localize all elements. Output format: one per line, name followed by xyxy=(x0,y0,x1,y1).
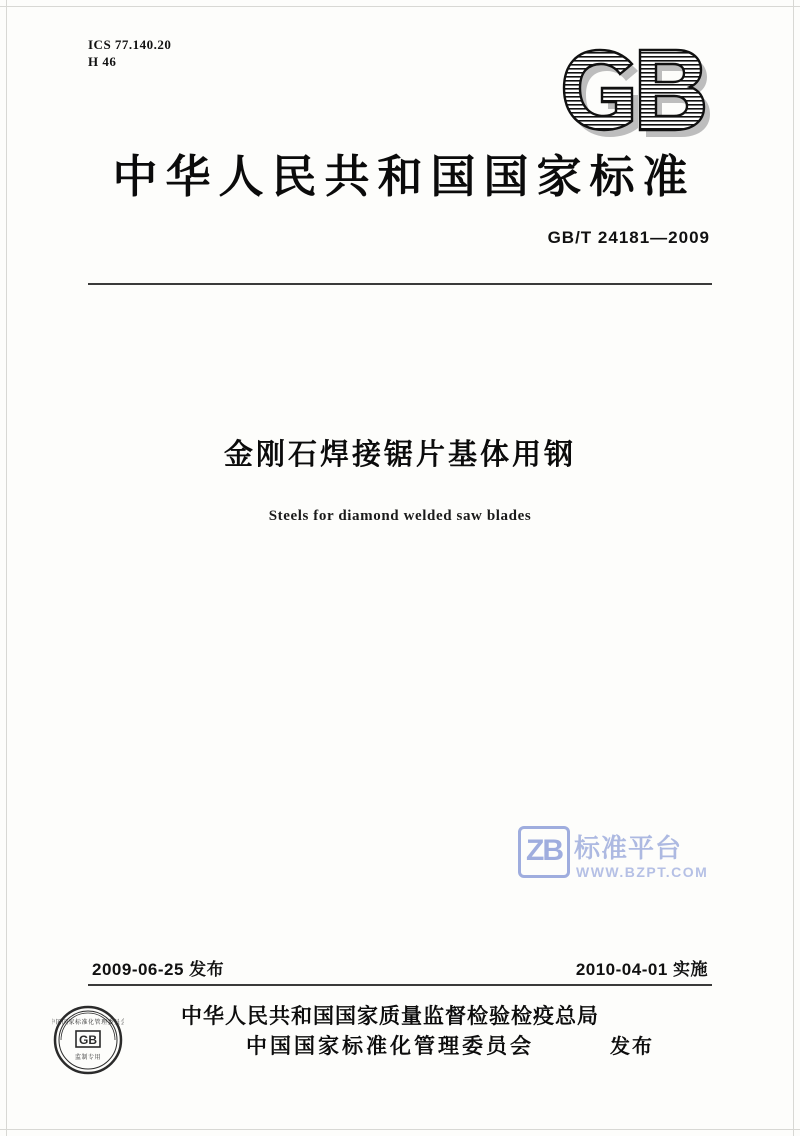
divider-bottom xyxy=(88,984,712,986)
page-title: 中华人民共和国国家标准 xyxy=(112,151,696,202)
page-edge-bottom xyxy=(0,1129,800,1130)
effective-date: 2010-04-01 实施 xyxy=(575,960,708,979)
svg-text:中国国家标准化管理委员会: 中国国家标准化管理委员会 xyxy=(52,1020,124,1026)
classification-code: H 46 xyxy=(88,54,117,69)
issuer-name-secondary: 中国国家标准化管理委员会 xyxy=(246,1035,534,1058)
standard-number: GB/T 24181—2009 xyxy=(547,228,710,247)
official-seal-icon xyxy=(52,1004,124,1076)
ics-classification-block xyxy=(88,36,171,70)
watermark-url: WWW.BZPT.COM xyxy=(576,864,709,880)
watermark-text: 标准平台 xyxy=(574,833,683,863)
ics-code: ICS 77.140.20 xyxy=(88,37,172,52)
document-title-english: Steels for diamond welded saw blades xyxy=(268,508,532,524)
watermark xyxy=(518,826,758,896)
document-title-chinese: 金刚石焊接锯片基体用钢 xyxy=(223,439,576,471)
page-edge-top xyxy=(0,6,800,7)
issue-date: 2009-06-25 发布 xyxy=(92,960,225,979)
gb-logo-icon xyxy=(556,44,716,140)
issuer-name-primary: 中华人民共和国国家质量监督检验检疫总局 xyxy=(181,1005,599,1028)
svg-text:GB: GB xyxy=(79,1033,97,1047)
svg-text:监制专用: 监制专用 xyxy=(74,1055,102,1061)
divider-top xyxy=(88,283,712,285)
publish-label: 发布 xyxy=(610,1036,654,1058)
watermark-badge-icon: ZB xyxy=(518,826,570,878)
issuer-block xyxy=(150,1002,630,1062)
